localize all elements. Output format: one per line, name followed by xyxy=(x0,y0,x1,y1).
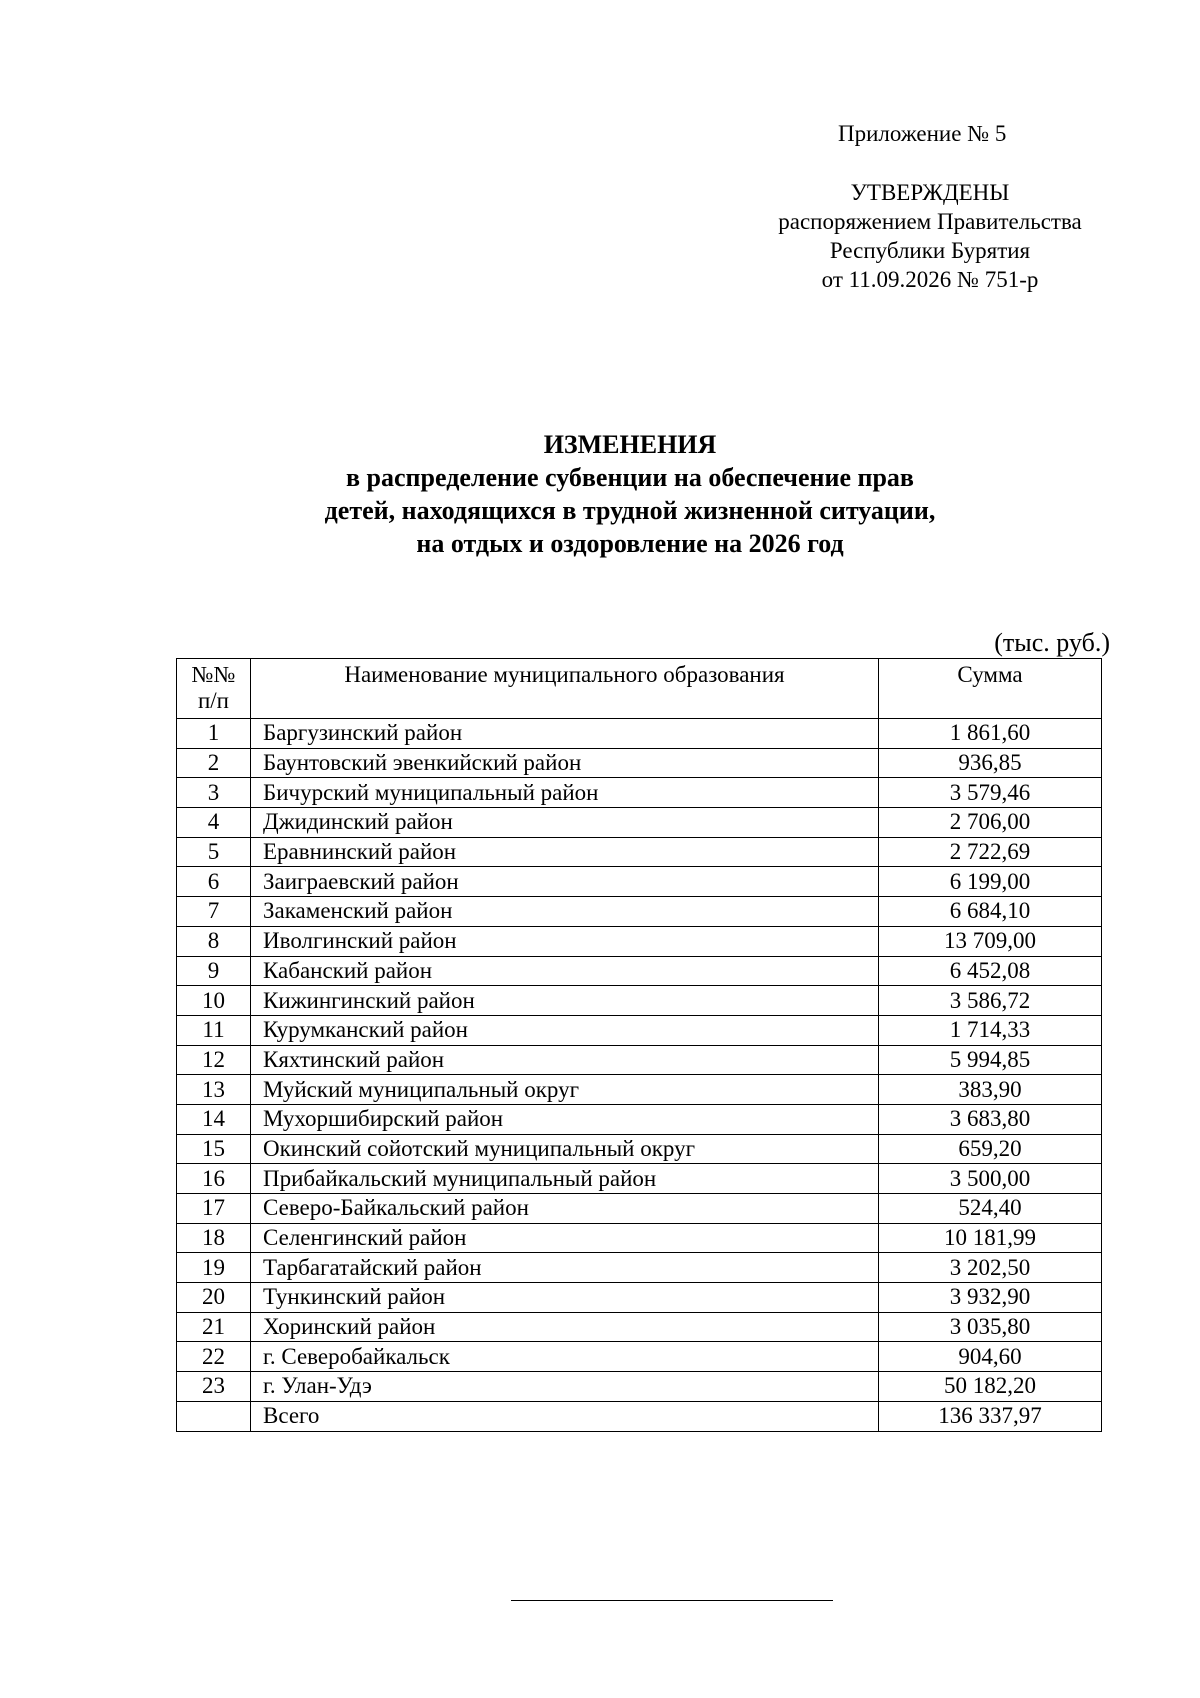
approval-block xyxy=(750,178,1110,294)
row-sum: 3 683,80 xyxy=(879,1104,1102,1134)
row-number: 5 xyxy=(177,837,251,867)
row-sum: 1 861,60 xyxy=(879,719,1102,749)
row-municipality: Кижингинский район xyxy=(251,986,879,1016)
table-row xyxy=(177,956,1102,986)
unit-label: (тыс. руб.) xyxy=(994,628,1110,657)
title-line: детей, находящихся в трудной жизненной ситуации, xyxy=(324,496,936,525)
row-sum: 2 722,69 xyxy=(879,837,1102,867)
header-number xyxy=(177,659,251,719)
row-number: 21 xyxy=(177,1312,251,1342)
approval-line: УТВЕРЖДЕНЫ xyxy=(850,180,1010,205)
row-sum: 50 182,20 xyxy=(879,1372,1102,1402)
table-row xyxy=(177,837,1102,867)
row-sum: 10 181,99 xyxy=(879,1223,1102,1253)
row-municipality: Баунтовский эвенкийский район xyxy=(251,748,879,778)
row-number: 15 xyxy=(177,1134,251,1164)
table-row xyxy=(177,808,1102,838)
row-municipality: Баргузинский район xyxy=(251,719,879,749)
table-row xyxy=(177,748,1102,778)
table-row xyxy=(177,1372,1102,1402)
row-sum: 3 579,46 xyxy=(879,778,1102,808)
row-sum: 2 706,00 xyxy=(879,808,1102,838)
approval-line: Республики Бурятия xyxy=(829,238,1031,263)
header-sum: Сумма xyxy=(879,659,1102,719)
table-row xyxy=(177,1312,1102,1342)
row-municipality: Муйский муниципальный округ xyxy=(251,1075,879,1105)
table-row xyxy=(177,778,1102,808)
appendix-label: Приложение № 5 xyxy=(838,121,1007,146)
table-row xyxy=(177,1283,1102,1313)
row-sum: 904,60 xyxy=(879,1342,1102,1372)
table-row xyxy=(177,1342,1102,1372)
row-municipality: Прибайкальский муниципальный район xyxy=(251,1164,879,1194)
table-row xyxy=(177,1164,1102,1194)
table-row xyxy=(177,1134,1102,1164)
row-sum: 524,40 xyxy=(879,1194,1102,1224)
table-row xyxy=(177,897,1102,927)
header-name: Наименование муниципального образования xyxy=(251,659,879,719)
row-number: 12 xyxy=(177,1045,251,1075)
row-municipality: Тункинский район xyxy=(251,1283,879,1313)
table-row xyxy=(177,1045,1102,1075)
row-sum: 3 500,00 xyxy=(879,1164,1102,1194)
row-sum: 13 709,00 xyxy=(879,926,1102,956)
row-sum: 659,20 xyxy=(879,1134,1102,1164)
table-row xyxy=(177,1253,1102,1283)
row-municipality: г. Северобайкальск xyxy=(251,1342,879,1372)
header-number-line2: п/п xyxy=(197,688,229,713)
row-municipality: Тарбагатайский район xyxy=(251,1253,879,1283)
table-row xyxy=(177,926,1102,956)
row-municipality: Закаменский район xyxy=(251,897,879,927)
table-row xyxy=(177,719,1102,749)
row-number: 4 xyxy=(177,808,251,838)
footer-divider xyxy=(511,1600,833,1601)
table-header-row xyxy=(177,659,1102,719)
row-number: 23 xyxy=(177,1372,251,1402)
row-number: 1 xyxy=(177,719,251,749)
title-line: ИЗМЕНЕНИЯ xyxy=(543,430,717,459)
row-sum: 3 586,72 xyxy=(879,986,1102,1016)
row-municipality: Кабанский район xyxy=(251,956,879,986)
table-row xyxy=(177,1104,1102,1134)
row-municipality: Джидинский район xyxy=(251,808,879,838)
table-body xyxy=(177,719,1102,1432)
distribution-table xyxy=(176,658,1102,1432)
row-number: 8 xyxy=(177,926,251,956)
row-number: 10 xyxy=(177,986,251,1016)
table-row xyxy=(177,867,1102,897)
approval-line: от 11.09.2026 № 751-р xyxy=(821,267,1039,292)
row-number: 13 xyxy=(177,1075,251,1105)
row-number: 6 xyxy=(177,867,251,897)
title-line: на отдых и оздоровление на 2026 год xyxy=(416,529,844,558)
row-number: 14 xyxy=(177,1104,251,1134)
row-sum: 6 684,10 xyxy=(879,897,1102,927)
row-municipality: Кяхтинский район xyxy=(251,1045,879,1075)
document-title xyxy=(200,428,1060,560)
row-municipality: Иволгинский район xyxy=(251,926,879,956)
total-sum: 136 337,97 xyxy=(879,1401,1102,1431)
table-row xyxy=(177,986,1102,1016)
total-number xyxy=(177,1401,251,1431)
row-sum: 3 202,50 xyxy=(879,1253,1102,1283)
row-municipality: Хоринский район xyxy=(251,1312,879,1342)
total-row xyxy=(177,1401,1102,1431)
approval-line: распоряжением Правительства xyxy=(778,209,1082,234)
row-sum: 3 035,80 xyxy=(879,1312,1102,1342)
total-label: Всего xyxy=(251,1401,879,1431)
row-number: 18 xyxy=(177,1223,251,1253)
row-number: 2 xyxy=(177,748,251,778)
row-number: 9 xyxy=(177,956,251,986)
table-row xyxy=(177,1194,1102,1224)
row-sum: 6 199,00 xyxy=(879,867,1102,897)
row-number: 22 xyxy=(177,1342,251,1372)
row-municipality: Заиграевский район xyxy=(251,867,879,897)
row-number: 20 xyxy=(177,1283,251,1313)
table-row xyxy=(177,1223,1102,1253)
row-municipality: Еравнинский район xyxy=(251,837,879,867)
row-number: 7 xyxy=(177,897,251,927)
row-sum: 1 714,33 xyxy=(879,1015,1102,1045)
row-number: 19 xyxy=(177,1253,251,1283)
row-municipality: Мухоршибирский район xyxy=(251,1104,879,1134)
row-number: 16 xyxy=(177,1164,251,1194)
row-sum: 3 932,90 xyxy=(879,1283,1102,1313)
row-sum: 936,85 xyxy=(879,748,1102,778)
row-sum: 383,90 xyxy=(879,1075,1102,1105)
row-number: 17 xyxy=(177,1194,251,1224)
table-row xyxy=(177,1015,1102,1045)
title-line: в распределение субвенции на обеспечение прав xyxy=(346,463,914,492)
table-row xyxy=(177,1075,1102,1105)
row-sum: 5 994,85 xyxy=(879,1045,1102,1075)
row-number: 11 xyxy=(177,1015,251,1045)
row-sum: 6 452,08 xyxy=(879,956,1102,986)
header-number-line1: №№ xyxy=(191,662,236,687)
row-number: 3 xyxy=(177,778,251,808)
row-municipality: Селенгинский район xyxy=(251,1223,879,1253)
row-municipality: Северо-Байкальский район xyxy=(251,1194,879,1224)
row-municipality: Окинский сойотский муниципальный округ xyxy=(251,1134,879,1164)
row-municipality: Бичурский муниципальный район xyxy=(251,778,879,808)
row-municipality: г. Улан-Удэ xyxy=(251,1372,879,1402)
row-municipality: Курумканский район xyxy=(251,1015,879,1045)
